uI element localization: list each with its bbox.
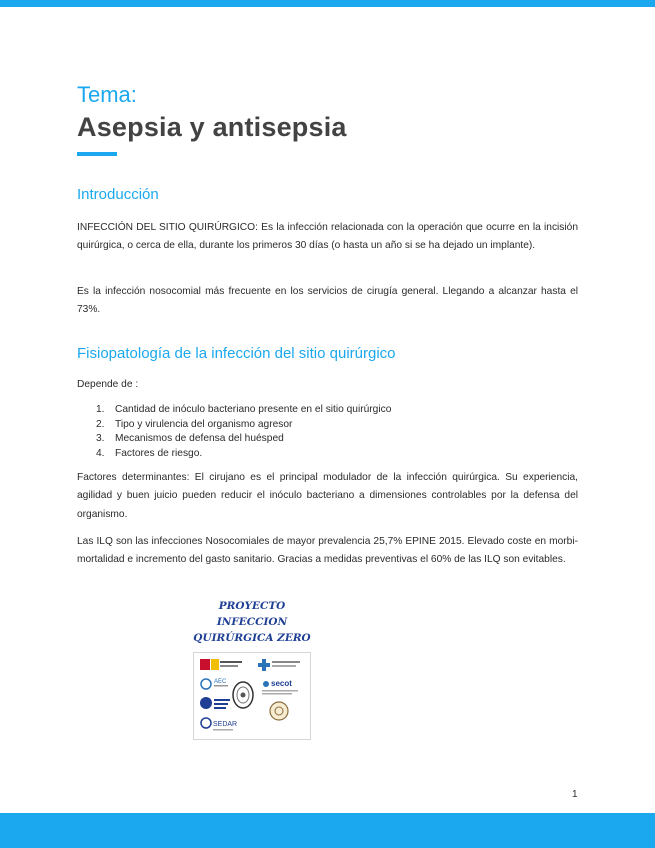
list-item: 3. Mecanismos de defensa del huésped — [96, 433, 284, 445]
sedar-logo-text: SEDAR — [213, 721, 238, 728]
top-accent-bar — [0, 0, 655, 7]
intro-heading: Introducción — [77, 186, 159, 203]
secot-logo-text: secot — [271, 679, 292, 688]
logos-collage-icon — [194, 653, 312, 741]
proyecto-zero-figure — [187, 598, 317, 740]
intro-paragraph-1: INFECCIÓN DEL SITIO QUIRÚRGICO: Es la infección relacionada con la operación que ocurre en la incisión quirúrgica, o cerca de ella, durante los primeros 30 días (o hasta un año si se ha dejado un implante). — [77, 222, 578, 252]
page-title: Asepsia y antisepsia — [77, 112, 347, 142]
depende-de-label: Depende de : — [77, 379, 139, 390]
factors-list — [77, 403, 578, 462]
title-underline — [77, 152, 117, 156]
ilq-paragraph: Las ILQ son las infecciones Nosocomiales de mayor prevalencia 25,7% EPINE 2015. Elevado coste en morbi-mortalidad e incremento del gasto sanitario. Gracias a medidas preventivas el 60% de las ILQ son evitables. — [77, 536, 578, 566]
logos-image — [193, 652, 311, 740]
tema-label: Tema: — [77, 82, 137, 107]
factores-paragraph: Factores determinantes: El cirujano es el principal modulador de la infección quirúrgica. Su experiencia, agilidad y buen juicio pueden reducir el inóculo bacteriano a dimensiones controlables por la defensa del organismo. — [77, 472, 578, 520]
list-item: 1. Cantidad de inóculo bacteriano presente en el sitio quirúrgico — [96, 404, 392, 415]
aec-logo-text: AEC — [214, 679, 227, 685]
figure-title-line-1: PROYECTO INFECCION — [216, 600, 288, 628]
intro-paragraph-2: Es la infección nosocomial más frecuente en los servicios de cirugía general. Llegando a alcanzar hasta el 73%. — [77, 286, 578, 316]
page-number: 1 — [572, 789, 578, 800]
figure-title-line-2: QUIRÚRGICA ZERO — [193, 632, 311, 644]
list-item: 2. Tipo y virulencia del organismo agresor — [96, 418, 293, 430]
bottom-accent-bar — [0, 813, 655, 848]
fisiopatologia-heading: Fisiopatología de la infección del sitio quirúrgico — [77, 345, 396, 362]
list-item: 4. Factores de riesgo. — [96, 448, 203, 460]
